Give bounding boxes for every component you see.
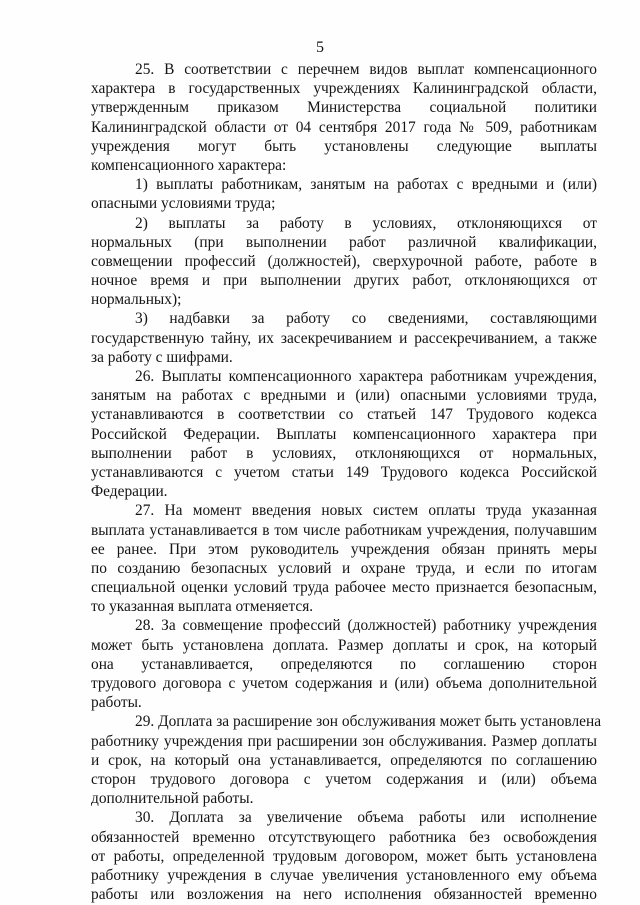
text-line: характера в государственных учреждениях Калининградской области, [91, 80, 597, 98]
text-line: она устанавливается, определяются по соглашению сторон [91, 655, 597, 673]
text-line: то указанная выплата отменяется. [91, 598, 314, 616]
paragraph-p25-2 [91, 214, 597, 310]
text-line: Российской Федерации. Выплаты компенсационного характера при [91, 425, 597, 443]
text-line: 29. Доплата за расширение зон обслуживания может быть установлена [135, 713, 602, 731]
paragraph-p27 [91, 501, 597, 616]
text-line: Калининградской области от 04 сентября 2017 года № 509, работникам [91, 118, 597, 136]
text-line: 1) выплаты работникам, занятым на работах с вредными и (или) [135, 176, 597, 194]
text-line: 28. За совмещение профессий (должностей) работнику учреждения [135, 617, 597, 635]
paragraph-p25 [91, 60, 597, 175]
text-line: может быть установлена доплата. Размер доплаты и срок, на который [91, 636, 597, 654]
text-line: работы или возложения на него исполнения обязанностей временно [91, 886, 597, 904]
paragraph-p25-3 [91, 309, 597, 367]
text-line: трудового договора с учетом содержания и (или) объема дополнительной [91, 675, 597, 692]
text-line: по созданию безопасных условий и охране труда, и если по итогам [91, 559, 597, 577]
text-line: работы. [91, 694, 142, 712]
text-line: занятым на работах с вредными и (или) опасными условиями труда, [91, 387, 597, 405]
paragraph-p25-1 [91, 175, 597, 213]
text-line: специальной оценки условий труда рабочее место признается безопасным, [91, 579, 597, 597]
text-line: опасными условиями труда; [91, 195, 276, 213]
document-body [91, 60, 602, 904]
text-line: ночное время и при выполнении других работ, отклоняющихся от [91, 272, 597, 290]
text-line: и срок, на который она устанавливается, определяются по соглашению [91, 751, 597, 769]
paragraph-p26 [91, 367, 597, 501]
text-line: сторон трудового договора с учетом содержания и (или) объема [91, 770, 597, 788]
text-line: нормальных (при выполнении работ различной квалификации, [91, 233, 597, 251]
paragraph-p28 [91, 616, 597, 712]
text-line: утвержденным приказом Министерства социальной политики [91, 99, 597, 117]
page-number: 5 [316, 39, 324, 56]
text-line: выплата устанавливается в том числе работникам учреждения, получавшим [91, 521, 597, 539]
text-line: за работу с шифрами. [91, 348, 233, 366]
text-line: государственную тайну, их засекречиванием и рассекречиванием, а также [91, 329, 597, 347]
text-line: Федерации. [91, 483, 168, 501]
text-line: компенсационного характера: [91, 156, 287, 174]
text-line: 27. На момент введения новых систем оплаты труда указанная [135, 502, 597, 520]
text-line: 26. Выплаты компенсационного характера работникам учреждения, [135, 368, 597, 385]
paragraph-p29 [91, 712, 602, 808]
text-line: обязанностей временно отсутствующего работника без освобождения [91, 828, 597, 846]
text-line: устанавливаются с учетом статьи 149 Трудового кодекса Российской [91, 463, 597, 481]
text-line: ее ранее. При этом руководитель учреждения обязан принять меры [91, 540, 597, 558]
text-line: устанавливаются в соответствии со статьей 147 Трудового кодекса [91, 406, 597, 424]
text-line: нормальных); [91, 291, 182, 309]
text-line: от работы, определенной трудовым договором, может быть установлена [91, 847, 597, 865]
text-line: 3) надбавки за работу со сведениями, составляющими [135, 310, 597, 328]
text-line: работнику учреждения при расширении зон обслуживания. Размер доплаты [91, 732, 597, 750]
text-line: 25. В соответствии с перечнем видов выплат компенсационного [135, 61, 597, 78]
text-line: выполнении работ в условиях, отклоняющихся от нормальных, [91, 444, 597, 462]
text-line: работнику учреждения в случае увеличения установленного ему объема [91, 866, 597, 884]
text-line: дополнительной работы. [91, 790, 254, 808]
text-line: учреждения могут быть установлены следующие выплаты [91, 137, 597, 155]
text-line: совмещении профессий (должностей), сверхурочной работе, работе в [91, 252, 597, 270]
paragraph-p30 [91, 808, 597, 904]
text-line: 2) выплаты за работу в условиях, отклоняющихся от [135, 214, 597, 232]
text-line: 30. Доплата за увеличение объема работы или исполнение [135, 809, 597, 827]
